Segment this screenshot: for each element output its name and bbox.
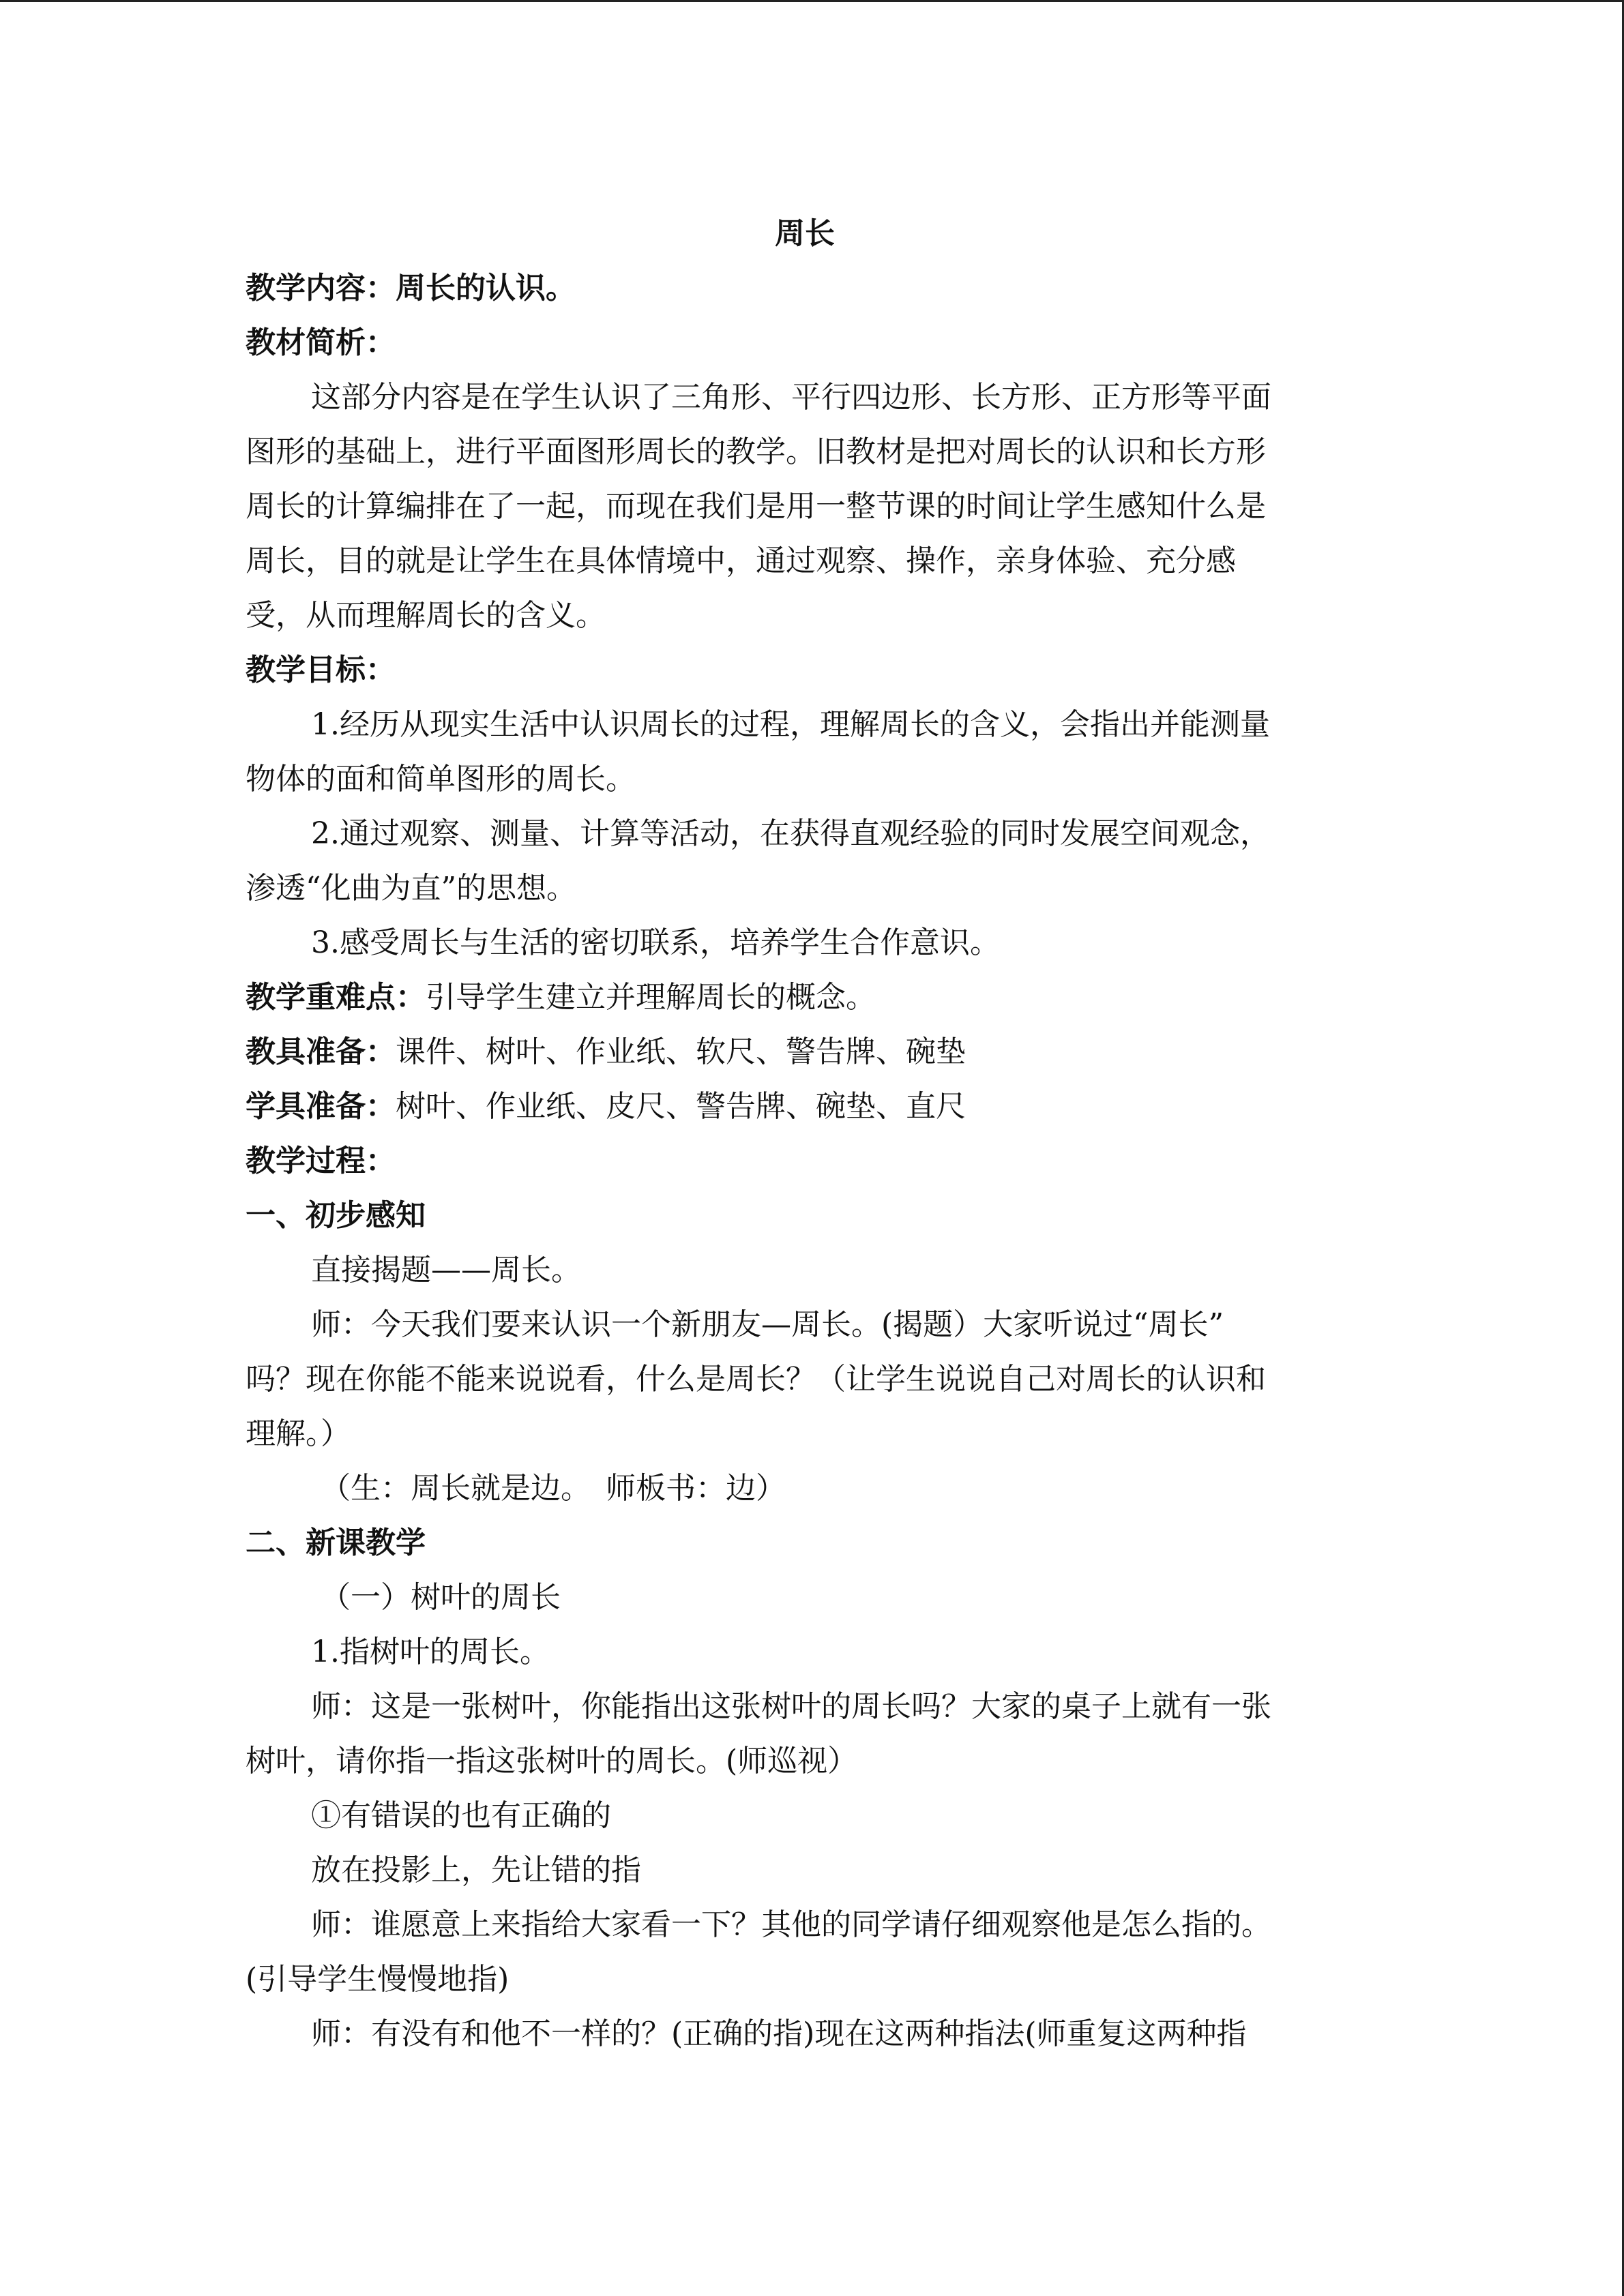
- teacher-tools-text: 课件、树叶、作业纸、软尺、警告牌、碗垫: [396, 1034, 966, 1069]
- key-points-text: 引导学生建立并理解周长的概念。: [426, 980, 876, 1015]
- goal-line: 物体的面和简单图形的周长。: [246, 762, 636, 796]
- goals-heading: 教学目标：: [246, 653, 396, 687]
- student-tools-line: [246, 1079, 1364, 1134]
- key-points-label: 教学重难点：: [246, 980, 426, 1015]
- document-body: [246, 207, 1364, 2061]
- body-line: 师：这是一张树叶，你能指出这张树叶的周长吗？大家的桌子上就有一张: [311, 1689, 1271, 1724]
- body-line: 1.指树叶的周长。: [311, 1635, 550, 1669]
- student-tools-label: 学具准备：: [246, 1089, 396, 1124]
- analysis-heading: 教材简析：: [246, 325, 396, 360]
- body-line: 直接揭题——周长。: [311, 1253, 581, 1287]
- body-line: （生：周长就是边。 师板书：边）: [321, 1471, 786, 1506]
- goal-line: 2.通过观察、测量、计算等活动，在获得直观经验的同时发展空间观念，: [311, 816, 1270, 851]
- body-line: 放在投影上，先让错的指: [311, 1853, 641, 1888]
- student-tools-text: 树叶、作业纸、皮尺、警告牌、碗垫、直尺: [396, 1089, 966, 1124]
- goal-line: 渗透“化曲为直”的思想。: [246, 871, 576, 906]
- analysis-line: 周长的计算编排在了一起，而现在我们是用一整节课的时间让学生感知什么是: [246, 489, 1266, 524]
- subsection-heading: （一）树叶的周长: [321, 1580, 561, 1615]
- content-heading: 教学内容：周长的认识。: [246, 271, 576, 305]
- body-line: 吗？现在你能不能来说说看，什么是周长？（让学生说说自己对周长的认识和: [246, 1362, 1266, 1397]
- body-line: 师：有没有和他不一样的？(正确的指)现在这两种指法(师重复这两种指: [311, 2016, 1247, 2051]
- body-line: (引导学生慢慢地指): [246, 1962, 510, 1997]
- teacher-tools-label: 教具准备：: [246, 1034, 396, 1069]
- analysis-line: 周长，目的就是让学生在具体情境中，通过观察、操作，亲身体验、充分感: [246, 543, 1236, 578]
- goal-line: 3.感受周长与生活的密切联系，培养学生合作意识。: [311, 925, 1000, 960]
- document-title: 周长: [775, 216, 835, 251]
- body-line: 理解。）: [246, 1416, 351, 1451]
- key-points-line: [246, 970, 1364, 1025]
- body-line: 树叶，请你指一指这张树叶的周长。(师巡视）: [246, 1744, 858, 1778]
- teacher-tools-line: [246, 1025, 1364, 1079]
- analysis-line: 受，从而理解周长的含义。: [246, 598, 606, 633]
- analysis-line: 这部分内容是在学生认识了三角形、平行四边形、长方形、正方形等平面: [311, 380, 1271, 415]
- body-line: ①有错误的也有正确的: [311, 1798, 611, 1833]
- section-heading: 一、初步感知: [246, 1198, 426, 1233]
- body-line: 师：谁愿意上来指给大家看一下？其他的同学请仔细观察他是怎么指的。: [311, 1907, 1271, 1942]
- process-heading: 教学过程：: [246, 1144, 396, 1178]
- section-heading: 二、新课教学: [246, 1525, 426, 1560]
- goal-line: 1.经历从现实生活中认识周长的过程，理解周长的含义，会指出并能测量: [311, 707, 1270, 742]
- body-line: 师：今天我们要来认识一个新朋友—周长。(揭题）大家听说过“周长”: [311, 1307, 1224, 1342]
- analysis-line: 图形的基础上，进行平面图形周长的教学。旧教材是把对周长的认识和长方形: [246, 434, 1266, 469]
